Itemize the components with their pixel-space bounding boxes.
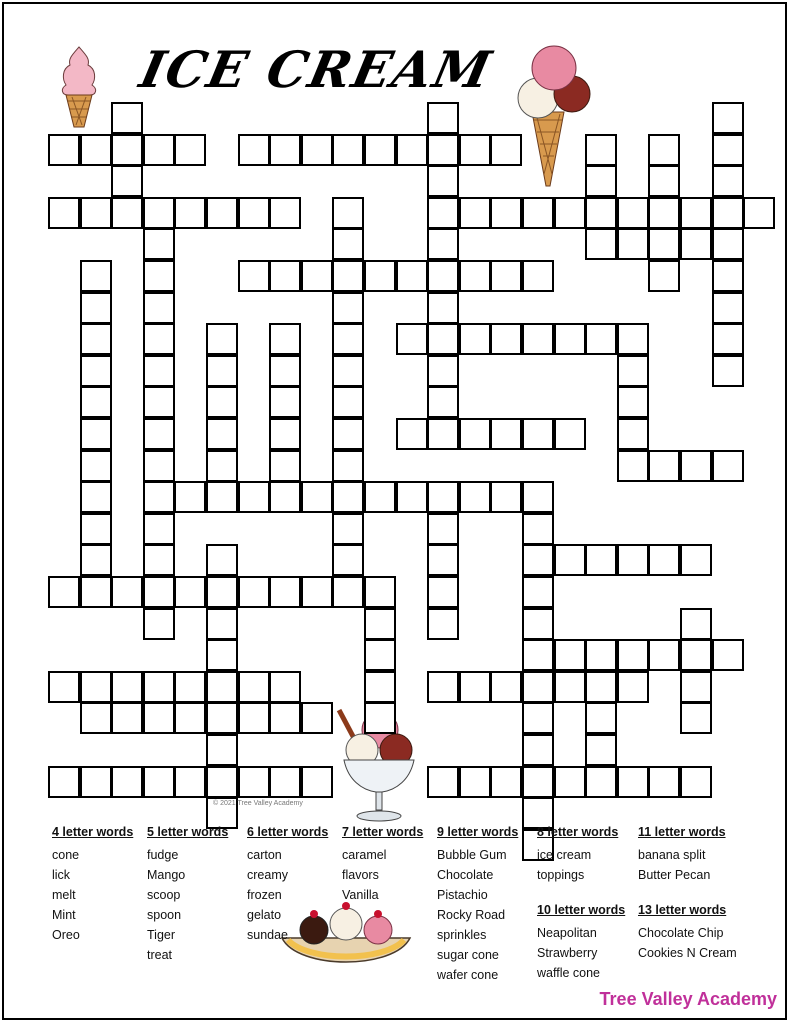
word-bank xyxy=(0,825,791,985)
grid-cell[interactable] xyxy=(396,481,428,513)
word-bank-item: melt xyxy=(52,888,76,902)
grid-cell[interactable] xyxy=(143,544,175,576)
grid-cell[interactable] xyxy=(269,576,301,608)
grid-cell[interactable] xyxy=(427,481,459,513)
grid-cell[interactable] xyxy=(617,386,649,418)
word-bank-item: flavors xyxy=(342,868,379,882)
grid-cell[interactable] xyxy=(554,197,586,229)
grid-cell[interactable] xyxy=(111,134,143,166)
grid-cell[interactable] xyxy=(585,228,617,260)
grid-cell[interactable] xyxy=(332,260,364,292)
grid-cell[interactable] xyxy=(269,766,301,798)
grid-cell[interactable] xyxy=(238,134,270,166)
grid-cell[interactable] xyxy=(238,576,270,608)
grid-cell[interactable] xyxy=(712,450,744,482)
grid-cell[interactable] xyxy=(174,134,206,166)
word-bank-item: Oreo xyxy=(52,928,80,942)
grid-cell[interactable] xyxy=(364,260,396,292)
grid-cell[interactable] xyxy=(332,292,364,324)
grid-cell[interactable] xyxy=(648,544,680,576)
grid-cell[interactable] xyxy=(48,134,80,166)
grid-cell[interactable] xyxy=(80,702,112,734)
grid-cell[interactable] xyxy=(712,639,744,671)
grid-cell[interactable] xyxy=(712,102,744,134)
grid-cell[interactable] xyxy=(206,197,238,229)
grid-cell[interactable] xyxy=(143,450,175,482)
grid-cell[interactable] xyxy=(269,418,301,450)
grid-cell[interactable] xyxy=(522,418,554,450)
grid-cell[interactable] xyxy=(459,481,491,513)
grid-cell[interactable] xyxy=(174,671,206,703)
grid-cell[interactable] xyxy=(648,134,680,166)
grid-cell[interactable] xyxy=(143,260,175,292)
grid-cell[interactable] xyxy=(585,134,617,166)
grid-cell[interactable] xyxy=(648,639,680,671)
grid-cell[interactable] xyxy=(585,165,617,197)
grid-cell[interactable] xyxy=(269,481,301,513)
word-bank-item: toppings xyxy=(537,868,585,882)
grid-cell[interactable] xyxy=(617,544,649,576)
grid-cell[interactable] xyxy=(617,450,649,482)
grid-cell[interactable] xyxy=(427,102,459,134)
grid-cell[interactable] xyxy=(364,134,396,166)
grid-cell[interactable] xyxy=(206,766,238,798)
grid-cell[interactable] xyxy=(301,576,333,608)
grid-cell[interactable] xyxy=(301,260,333,292)
grid-cell[interactable] xyxy=(238,260,270,292)
word-bank-item: waffle cone xyxy=(537,966,601,980)
word-group xyxy=(247,825,328,945)
word-group-header: 7 letter words xyxy=(342,825,424,839)
grid-cell[interactable] xyxy=(143,228,175,260)
grid-cell[interactable] xyxy=(238,702,270,734)
grid-cell[interactable] xyxy=(712,260,744,292)
word-group xyxy=(52,825,133,945)
grid-cell[interactable] xyxy=(648,228,680,260)
word-group xyxy=(638,903,737,963)
word-group xyxy=(537,903,625,983)
grid-cell[interactable] xyxy=(332,323,364,355)
grid-cell[interactable] xyxy=(332,544,364,576)
word-bank-item: cone xyxy=(52,848,80,862)
grid-cell[interactable] xyxy=(490,671,522,703)
word-bank-item: Pistachio xyxy=(437,888,488,902)
grid-cell[interactable] xyxy=(80,197,112,229)
grid-cell[interactable] xyxy=(332,355,364,387)
word-bank-item: treat xyxy=(147,948,173,962)
word-bank-item: lick xyxy=(52,868,71,882)
grid-cell[interactable] xyxy=(206,450,238,482)
grid-cell[interactable] xyxy=(680,197,712,229)
grid-cell[interactable] xyxy=(111,702,143,734)
grid-cell[interactable] xyxy=(554,323,586,355)
word-group-header: 6 letter words xyxy=(247,825,329,839)
grid-cell[interactable] xyxy=(680,639,712,671)
copyright-notice: © 2021 Tree Valley Academy xyxy=(213,800,303,807)
grid-cell[interactable] xyxy=(48,671,80,703)
grid-cell[interactable] xyxy=(648,766,680,798)
grid-cell[interactable] xyxy=(206,323,238,355)
grid-cell[interactable] xyxy=(206,386,238,418)
grid-cell[interactable] xyxy=(238,766,270,798)
word-bank-item: ice cream xyxy=(537,848,592,862)
grid-cell[interactable] xyxy=(712,197,744,229)
grid-cell[interactable] xyxy=(459,323,491,355)
grid-cell[interactable] xyxy=(522,608,554,640)
word-bank-item: carton xyxy=(247,848,282,862)
grid-cell[interactable] xyxy=(143,481,175,513)
word-group xyxy=(537,825,618,885)
grid-cell[interactable] xyxy=(459,197,491,229)
grid-cell[interactable] xyxy=(238,197,270,229)
word-bank-item: sprinkles xyxy=(437,928,487,942)
grid-cell[interactable] xyxy=(111,165,143,197)
grid-cell[interactable] xyxy=(459,766,491,798)
grid-cell[interactable] xyxy=(427,228,459,260)
grid-cell[interactable] xyxy=(269,323,301,355)
grid-cell[interactable] xyxy=(80,766,112,798)
brand-footer: Tree Valley Academy xyxy=(599,989,777,1009)
grid-cell[interactable] xyxy=(743,197,775,229)
grid-cell[interactable] xyxy=(459,260,491,292)
grid-cell[interactable] xyxy=(396,323,428,355)
grid-cell[interactable] xyxy=(522,639,554,671)
grid-cell[interactable] xyxy=(269,134,301,166)
grid-cell[interactable] xyxy=(396,418,428,450)
grid-cell[interactable] xyxy=(522,513,554,545)
word-bank-item: frozen xyxy=(247,888,282,902)
grid-cell[interactable] xyxy=(648,450,680,482)
grid-cell[interactable] xyxy=(80,576,112,608)
grid-cell[interactable] xyxy=(522,671,554,703)
grid-cell[interactable] xyxy=(206,418,238,450)
grid-cell[interactable] xyxy=(617,355,649,387)
grid-cell[interactable] xyxy=(490,766,522,798)
grid-cell[interactable] xyxy=(269,386,301,418)
grid-cell[interactable] xyxy=(522,197,554,229)
word-group-header: 4 letter words xyxy=(52,825,134,839)
word-group-header: 11 letter words xyxy=(638,825,726,839)
grid-cell[interactable] xyxy=(80,544,112,576)
grid-cell[interactable] xyxy=(617,197,649,229)
grid-cell[interactable] xyxy=(332,228,364,260)
word-bank-item: Bubble Gum xyxy=(437,848,507,862)
grid-cell[interactable] xyxy=(648,165,680,197)
grid-cell[interactable] xyxy=(617,766,649,798)
grid-cell[interactable] xyxy=(712,323,744,355)
grid-cell[interactable] xyxy=(269,671,301,703)
word-bank-item: fudge xyxy=(147,848,179,862)
grid-cell[interactable] xyxy=(332,513,364,545)
grid-cell[interactable] xyxy=(522,260,554,292)
grid-cell[interactable] xyxy=(522,544,554,576)
grid-cell[interactable] xyxy=(48,576,80,608)
grid-cell[interactable] xyxy=(585,544,617,576)
grid-cell[interactable] xyxy=(143,513,175,545)
grid-cell[interactable] xyxy=(427,323,459,355)
grid-cell[interactable] xyxy=(332,576,364,608)
word-group-header: 8 letter words xyxy=(537,825,619,839)
word-bank-item: Vanilla xyxy=(342,888,379,902)
word-bank-item: Rocky Road xyxy=(437,908,506,922)
grid-cell[interactable] xyxy=(680,608,712,640)
grid-cell[interactable] xyxy=(301,766,333,798)
grid-cell[interactable] xyxy=(364,639,396,671)
grid-cell[interactable] xyxy=(80,481,112,513)
word-group-header: 5 letter words xyxy=(147,825,229,839)
grid-cell[interactable] xyxy=(364,671,396,703)
grid-cell[interactable] xyxy=(238,481,270,513)
word-bank-item: wafer cone xyxy=(437,968,499,982)
grid-cell[interactable] xyxy=(427,576,459,608)
grid-cell[interactable] xyxy=(459,418,491,450)
grid-cell[interactable] xyxy=(332,386,364,418)
word-bank-item: Cookies N Cream xyxy=(638,946,737,960)
grid-cell[interactable] xyxy=(680,766,712,798)
grid-cell[interactable] xyxy=(143,576,175,608)
word-bank-item: gelato xyxy=(247,908,282,922)
grid-cell[interactable] xyxy=(648,197,680,229)
grid-cell[interactable] xyxy=(712,228,744,260)
grid-cell[interactable] xyxy=(617,228,649,260)
word-bank-item: Mango xyxy=(147,868,186,882)
grid-cell[interactable] xyxy=(490,323,522,355)
grid-cell[interactable] xyxy=(111,102,143,134)
grid-cell[interactable] xyxy=(111,766,143,798)
grid-cell[interactable] xyxy=(585,323,617,355)
grid-cell[interactable] xyxy=(680,671,712,703)
grid-cell[interactable] xyxy=(554,544,586,576)
grid-cell[interactable] xyxy=(617,418,649,450)
word-bank-item: banana split xyxy=(638,848,706,862)
grid-cell[interactable] xyxy=(48,766,80,798)
grid-cell[interactable] xyxy=(143,386,175,418)
grid-cell[interactable] xyxy=(490,418,522,450)
grid-cell[interactable] xyxy=(80,355,112,387)
grid-cell[interactable] xyxy=(617,639,649,671)
grid-cell[interactable] xyxy=(680,228,712,260)
grid-cell[interactable] xyxy=(174,481,206,513)
grid-cell[interactable] xyxy=(522,576,554,608)
grid-cell[interactable] xyxy=(332,450,364,482)
grid-cell[interactable] xyxy=(269,197,301,229)
grid-cell[interactable] xyxy=(238,671,270,703)
grid-cell[interactable] xyxy=(80,418,112,450)
grid-cell[interactable] xyxy=(206,544,238,576)
grid-cell[interactable] xyxy=(427,544,459,576)
grid-cell[interactable] xyxy=(206,608,238,640)
grid-cell[interactable] xyxy=(459,134,491,166)
grid-cell[interactable] xyxy=(427,608,459,640)
word-group-header: 13 letter words xyxy=(638,903,727,917)
grid-cell[interactable] xyxy=(80,513,112,545)
grid-cell[interactable] xyxy=(143,702,175,734)
word-group xyxy=(638,825,726,885)
grid-cell[interactable] xyxy=(143,418,175,450)
word-bank-item: Butter Pecan xyxy=(638,868,711,882)
grid-cell[interactable] xyxy=(427,165,459,197)
grid-cell[interactable] xyxy=(490,197,522,229)
grid-cell[interactable] xyxy=(585,671,617,703)
grid-cell[interactable] xyxy=(80,292,112,324)
grid-cell[interactable] xyxy=(554,766,586,798)
grid-cell[interactable] xyxy=(174,576,206,608)
grid-cell[interactable] xyxy=(206,734,238,766)
grid-cell[interactable] xyxy=(80,386,112,418)
grid-cell[interactable] xyxy=(206,481,238,513)
grid-cell[interactable] xyxy=(143,766,175,798)
grid-cell[interactable] xyxy=(206,576,238,608)
grid-cell[interactable] xyxy=(332,481,364,513)
grid-cell[interactable] xyxy=(554,418,586,450)
grid-cell[interactable] xyxy=(174,766,206,798)
grid-cell[interactable] xyxy=(269,260,301,292)
grid-cell[interactable] xyxy=(364,702,396,734)
grid-cell[interactable] xyxy=(206,355,238,387)
word-bank-item: Chocolate Chip xyxy=(638,926,724,940)
grid-cell[interactable] xyxy=(364,481,396,513)
grid-cell[interactable] xyxy=(459,671,491,703)
grid-cell[interactable] xyxy=(712,134,744,166)
grid-cell[interactable] xyxy=(712,355,744,387)
grid-cell[interactable] xyxy=(301,481,333,513)
grid-cell[interactable] xyxy=(712,292,744,324)
grid-cell[interactable] xyxy=(585,639,617,671)
grid-cell[interactable] xyxy=(332,197,364,229)
grid-cell[interactable] xyxy=(396,260,428,292)
grid-cell[interactable] xyxy=(427,292,459,324)
grid-cell[interactable] xyxy=(585,197,617,229)
grid-cell[interactable] xyxy=(48,197,80,229)
grid-cell[interactable] xyxy=(648,260,680,292)
grid-cell[interactable] xyxy=(522,702,554,734)
grid-cell[interactable] xyxy=(80,671,112,703)
puzzle-title: ICE CREAM xyxy=(134,40,498,99)
grid-cell[interactable] xyxy=(427,197,459,229)
grid-cell[interactable] xyxy=(364,576,396,608)
grid-cell[interactable] xyxy=(206,702,238,734)
grid-cell[interactable] xyxy=(143,323,175,355)
word-group xyxy=(342,825,423,905)
grid-cell[interactable] xyxy=(680,450,712,482)
grid-cell[interactable] xyxy=(522,481,554,513)
grid-cell[interactable] xyxy=(364,608,396,640)
grid-cell[interactable] xyxy=(617,671,649,703)
grid-cell[interactable] xyxy=(80,260,112,292)
grid-cell[interactable] xyxy=(269,450,301,482)
grid-cell[interactable] xyxy=(396,134,428,166)
grid-cell[interactable] xyxy=(206,671,238,703)
word-bank-item: creamy xyxy=(247,868,288,882)
grid-cell[interactable] xyxy=(143,197,175,229)
grid-cell[interactable] xyxy=(427,513,459,545)
word-bank-item: Chocolate xyxy=(437,868,494,882)
grid-cell[interactable] xyxy=(143,608,175,640)
grid-cell[interactable] xyxy=(427,386,459,418)
word-group xyxy=(437,825,518,985)
grid-cell[interactable] xyxy=(143,134,175,166)
word-bank-item: sugar cone xyxy=(437,948,499,962)
grid-cell[interactable] xyxy=(174,197,206,229)
word-bank-item: Neapolitan xyxy=(537,926,597,940)
grid-cell[interactable] xyxy=(522,766,554,798)
grid-cell[interactable] xyxy=(427,355,459,387)
grid-cell[interactable] xyxy=(617,323,649,355)
word-bank-item: Strawberry xyxy=(537,946,598,960)
word-bank-item: Tiger xyxy=(147,928,176,942)
grid-cell[interactable] xyxy=(585,702,617,734)
grid-cell[interactable] xyxy=(585,766,617,798)
grid-cell[interactable] xyxy=(585,734,617,766)
grid-cell[interactable] xyxy=(80,323,112,355)
word-group-header: 9 letter words xyxy=(437,825,519,839)
grid-cell[interactable] xyxy=(80,450,112,482)
grid-cell[interactable] xyxy=(143,355,175,387)
grid-cell[interactable] xyxy=(174,702,206,734)
grid-cell[interactable] xyxy=(301,134,333,166)
grid-cell[interactable] xyxy=(427,766,459,798)
grid-cell[interactable] xyxy=(522,323,554,355)
grid-cell[interactable] xyxy=(80,134,112,166)
grid-cell[interactable] xyxy=(111,576,143,608)
word-bank-item: Mint xyxy=(52,908,76,922)
grid-cell[interactable] xyxy=(332,134,364,166)
grid-cell[interactable] xyxy=(427,260,459,292)
grid-cell[interactable] xyxy=(427,134,459,166)
grid-cell[interactable] xyxy=(712,165,744,197)
grid-cell[interactable] xyxy=(554,671,586,703)
grid-cell[interactable] xyxy=(490,481,522,513)
word-bank-item: caramel xyxy=(342,848,387,862)
grid-cell[interactable] xyxy=(522,734,554,766)
grid-cell[interactable] xyxy=(427,671,459,703)
grid-cell[interactable] xyxy=(554,639,586,671)
word-bank-item: scoop xyxy=(147,888,181,902)
grid-cell[interactable] xyxy=(490,260,522,292)
word-group xyxy=(147,825,228,965)
grid-cell[interactable] xyxy=(269,355,301,387)
grid-cell[interactable] xyxy=(143,671,175,703)
grid-cell[interactable] xyxy=(269,702,301,734)
word-bank-item: sundae xyxy=(247,928,289,942)
word-group-header: 10 letter words xyxy=(537,903,626,917)
grid-cell[interactable] xyxy=(332,418,364,450)
grid-cell[interactable] xyxy=(111,197,143,229)
grid-cell[interactable] xyxy=(301,702,333,734)
grid-cell[interactable] xyxy=(111,671,143,703)
grid-cell[interactable] xyxy=(680,702,712,734)
grid-cell[interactable] xyxy=(680,544,712,576)
grid-cell[interactable] xyxy=(490,134,522,166)
word-bank-item: spoon xyxy=(147,908,182,922)
grid-cell[interactable] xyxy=(143,292,175,324)
grid-cell[interactable] xyxy=(427,418,459,450)
grid-cell[interactable] xyxy=(206,639,238,671)
